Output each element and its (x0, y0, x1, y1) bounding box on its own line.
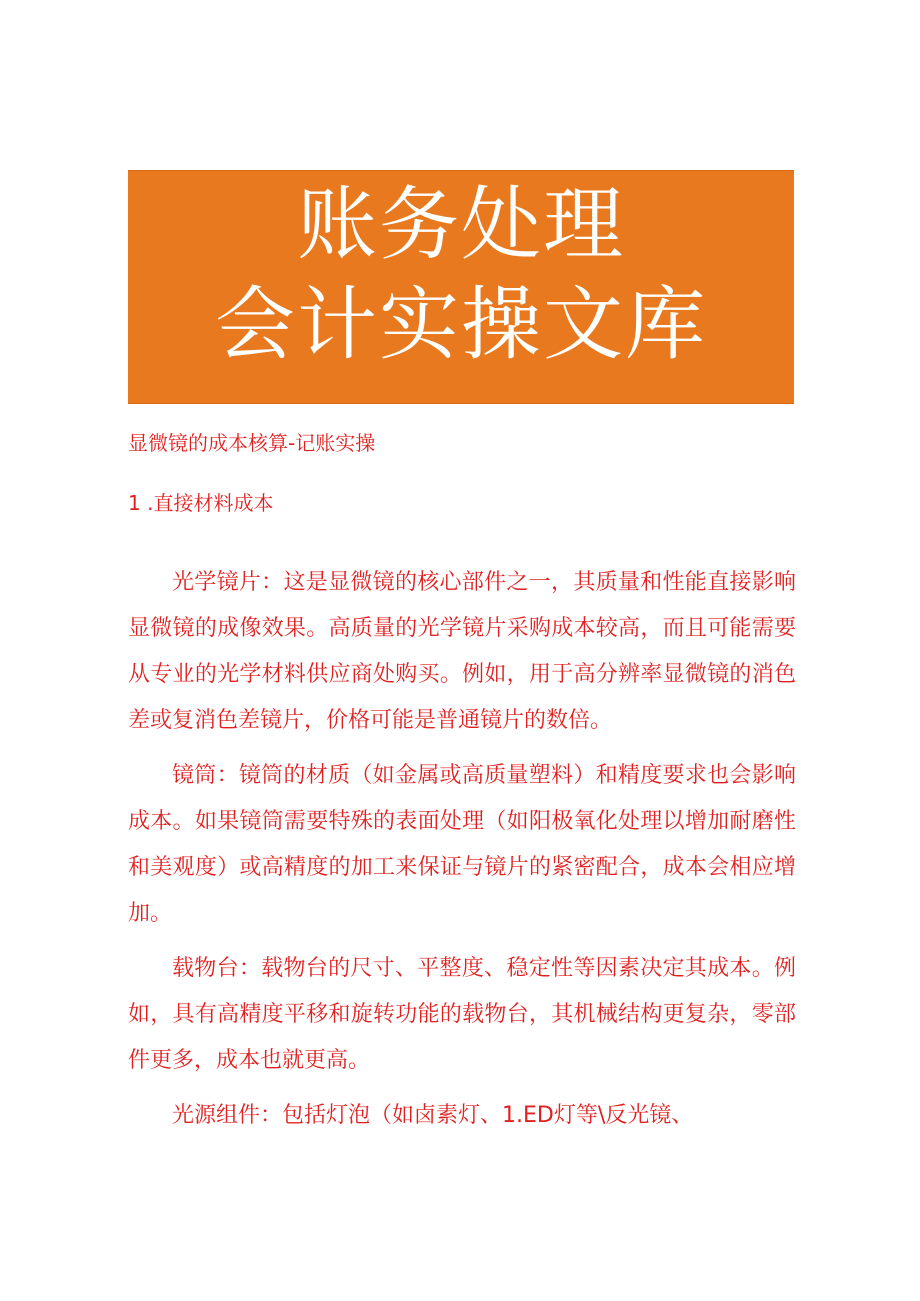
banner-title-line-2: 会计实操文库 (215, 278, 707, 371)
section-heading-direct-materials: 1 .直接材料成本 (128, 491, 274, 515)
paragraph-stage: 载物台：载物台的尺寸、平整度、稳定性等因素决定其成本。例如，具有高精度平移和旋转功能的载物台，其机械结构更复杂，零部件更多，成本也就更高。 (128, 956, 796, 1073)
document-title: 显微镜的成本核算-记账实操 (128, 431, 376, 455)
paragraph-lens-tube: 镜筒：镜筒的材质（如金属或高质量塑料）和精度要求也会影响成本。如果镜筒需要特殊的表面处理（如阳极氧化处理以增加耐磨性和美观度）或高精度的加工来保证与镜片的紧密配合，成本会相应增加。 (128, 763, 796, 926)
title-banner (128, 170, 794, 404)
paragraph-light-source: 光源组件：包括灯泡（如卤素灯、1.ED灯等\反光镜、 (172, 1103, 694, 1128)
paragraph-optical-lens: 光学镜片：这是显微镜的核心部件之一，其质量和性能直接影响显微镜的成像效果。高质量的光学镜片采购成本较高，而且可能需要从专业的光学材料供应商处购买。例如，用于高分辨率显微镜的消色差或复消色差镜片，价格可能是普通镜片的数倍。 (128, 570, 796, 733)
document-body (128, 560, 796, 1148)
banner-title-line-1: 账务处理 (297, 178, 625, 271)
